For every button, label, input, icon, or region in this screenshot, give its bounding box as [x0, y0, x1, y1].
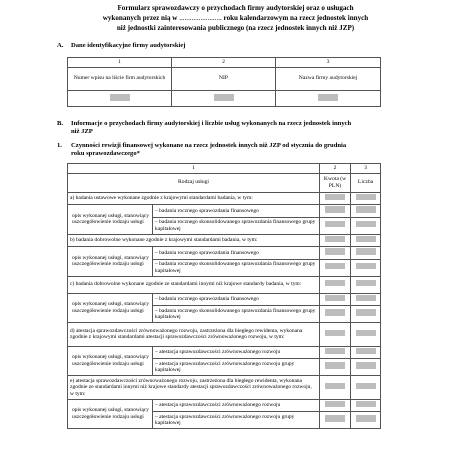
input-field[interactable] — [356, 248, 376, 255]
input-field[interactable] — [325, 295, 345, 302]
count-cell[interactable] — [351, 412, 381, 429]
identification-table — [67, 57, 381, 107]
count-cell[interactable] — [351, 346, 381, 359]
title-line-2 — [57, 13, 414, 23]
service-block-main: a) badania ustawowe wykonane zgodnie z krajowymi standardami badania, w tym: — [68, 192, 320, 205]
section-a-label: Dane identyfikacyjne firmy audytorskiej — [71, 42, 186, 49]
count-cell[interactable] — [351, 205, 381, 218]
count-cell[interactable] — [351, 359, 381, 376]
section-1-label-line-2: roku sprawozdawczego* — [71, 150, 140, 157]
service-blocks — [68, 192, 381, 429]
service-subtype: – atestacja sprawozdawczości zrównoważonego rozwoju grupy kapitałowej — [153, 359, 320, 376]
section-b-label-line-2: niż JZP — [71, 128, 93, 135]
service-description-label: opis wykonanej usługi, stanowiący uszczegółowienie rodzaju usługi — [68, 205, 153, 235]
section-b-mark: B. — [57, 119, 64, 127]
header-registry-number: Numer wpisu na liście firm audytorskich — [68, 67, 172, 90]
service-subtype: – badania rocznego skonsolidowanego sprawozdania finansowego grupy kapitałowej — [153, 259, 320, 276]
input-field[interactable] — [325, 263, 345, 270]
audit-services-table — [67, 163, 381, 430]
service-block-main: e) atestacja sprawozdawczości zrównoważonego rozwoju, zastrzeżona dla biegłego rewidenta, wykonana zgodnie ze standardami innymi niż krajowe standardy atestacji sprawozdawczości zrównoważonego rozwoju, w tym: — [68, 376, 320, 400]
header-firm-name: Nazwa firmy audytorskiej — [276, 67, 381, 90]
input-field[interactable] — [325, 383, 345, 390]
amount-cell[interactable] — [320, 205, 351, 218]
section-1-heading — [57, 142, 414, 159]
section-a-mark: A. — [57, 42, 64, 49]
amount-cell[interactable] — [320, 217, 351, 234]
count-cell[interactable] — [351, 247, 381, 260]
count-cell[interactable] — [351, 259, 381, 276]
registry-number-cell[interactable] — [68, 90, 172, 106]
service-subtype: – badania rocznego sprawozdania finansowego — [153, 205, 320, 218]
amount-cell[interactable] — [320, 359, 351, 376]
col-number-count: 3 — [351, 163, 381, 173]
input-field[interactable] — [356, 295, 376, 302]
input-field[interactable] — [356, 236, 376, 243]
form-title — [57, 3, 414, 33]
input-field[interactable] — [356, 415, 376, 422]
service-block-main: b) badania dobrowolne wykonane zgodnie z krajowymi standardami badania, w tym: — [68, 234, 320, 247]
service-subtype: – atestacja sprawozdawczości zrównoważonego rozwoju — [153, 346, 320, 359]
nip-cell[interactable] — [172, 90, 276, 106]
input-field[interactable] — [325, 280, 345, 287]
amount-cell[interactable] — [320, 192, 351, 205]
section-b-label-line-1: Informacje o przychodach firmy audytorskiej i liczbie usług wykonanych na rzecz jednostek innych — [71, 119, 352, 127]
col-number-amount: 2 — [320, 163, 351, 173]
input-field[interactable] — [356, 401, 376, 408]
input-field[interactable] — [325, 348, 345, 355]
count-cell[interactable] — [351, 234, 381, 247]
count-cell[interactable] — [351, 276, 381, 293]
input-field[interactable] — [356, 263, 376, 270]
count-cell[interactable] — [351, 306, 381, 323]
col-number-1: 1 — [68, 57, 172, 67]
section-a-heading — [57, 42, 414, 51]
title-line-2-after: roku kalendarzowym na rzecz jednostek innych — [223, 14, 369, 22]
input-field[interactable] — [356, 348, 376, 355]
title-line-2-before: wykonanych przez nią w — [102, 14, 178, 22]
service-subtype: – badania rocznego sprawozdania finansowego — [153, 293, 320, 306]
input-field[interactable] — [356, 280, 376, 287]
service-description-label: opis wykonanej usługi, stanowiący uszczegółowienie rodzaju usługi — [68, 346, 153, 376]
amount-cell[interactable] — [320, 399, 351, 412]
title-line-3: niż jednostki zainteresowania publicznego (na rzecz jednostek innych niż JZP) — [116, 24, 355, 32]
input-field[interactable] — [356, 362, 376, 369]
amount-cell[interactable] — [320, 323, 351, 347]
col-number-2: 2 — [172, 57, 276, 67]
amount-cell[interactable] — [320, 234, 351, 247]
service-block-main: c) badania dobrowolne wykonane zgodnie ze standardami innymi niż krajowe standardy badania, w tym: — [68, 276, 320, 293]
count-cell[interactable] — [351, 399, 381, 412]
header-service-type: Rodzaj usługi — [68, 173, 320, 192]
input-field[interactable] — [325, 309, 345, 316]
count-cell[interactable] — [351, 323, 381, 347]
input-field[interactable] — [356, 206, 376, 213]
service-description-label: opis wykonanej usługi, stanowiący uszczegółowienie rodzaju usługi — [68, 247, 153, 277]
service-subtype: – badania rocznego skonsolidowanego sprawozdania finansowego grupy kapitałowej — [153, 217, 320, 234]
col-number-3: 3 — [276, 57, 381, 67]
header-amount: Kwota (w PLN) — [320, 173, 351, 192]
input-field[interactable] — [325, 362, 345, 369]
service-subtype: – atestacja sprawozdawczości zrównoważonego rozwoju — [153, 399, 320, 412]
count-cell[interactable] — [351, 192, 381, 205]
service-subtype: – badania rocznego sprawozdania finansowego — [153, 247, 320, 260]
title-line-1: Formularz sprawozdawczy o przychodach firmy audytorskiej oraz o usługach — [117, 4, 354, 12]
input-field[interactable] — [325, 415, 345, 422]
year-blank[interactable]: ........................ — [179, 14, 222, 22]
count-cell[interactable] — [351, 376, 381, 400]
service-subtype: – atestacja sprawozdawczości zrównoważonego rozwoju grupy kapitałowej — [153, 412, 320, 429]
amount-cell[interactable] — [320, 293, 351, 306]
input-field[interactable] — [325, 221, 345, 228]
col-number-services: 1 — [68, 163, 320, 173]
count-cell[interactable] — [351, 293, 381, 306]
section-1-mark: 1. — [57, 141, 62, 149]
amount-cell[interactable] — [320, 259, 351, 276]
section-b-heading — [57, 120, 414, 137]
service-block-main: d) atestacja sprawozdawczości zrównoważonego rozwoju, zastrzeżona dla biegłego rewidenta, wykonana zgodnie z krajowymi standardami atestacji sprawozdawczości zrównoważonego rozwoju, w tym: — [68, 323, 320, 347]
header-nip: NIP — [172, 67, 276, 90]
service-description-label: opis wykonanej usługi, stanowiący uszczegółowienie rodzaju usługi — [68, 399, 153, 429]
amount-cell[interactable] — [320, 376, 351, 400]
input-field[interactable] — [325, 206, 345, 213]
input-field[interactable] — [356, 194, 376, 201]
amount-cell[interactable] — [320, 412, 351, 429]
amount-cell[interactable] — [320, 247, 351, 260]
amount-cell[interactable] — [320, 276, 351, 293]
input-field[interactable] — [325, 194, 345, 201]
input-field[interactable] — [325, 330, 345, 337]
amount-cell[interactable] — [320, 306, 351, 323]
service-description-label: opis wykonanej usługi, stanowiący uszczegółowienie rodzaju usługi — [68, 293, 153, 323]
header-count: Liczba — [351, 173, 381, 192]
amount-cell[interactable] — [320, 346, 351, 359]
input-field[interactable] — [325, 401, 345, 408]
input-field[interactable] — [356, 330, 376, 337]
input-field[interactable] — [325, 236, 345, 243]
input-field[interactable] — [356, 383, 376, 390]
section-1-label-line-1: Czynności rewizji finansowej wykonane na rzecz jednostek innych niż JZP od stycznia do grudnia — [71, 141, 347, 149]
count-cell[interactable] — [351, 217, 381, 234]
input-field[interactable] — [325, 248, 345, 255]
input-field[interactable] — [356, 309, 376, 316]
input-field[interactable] — [356, 221, 376, 228]
service-subtype: – badania rocznego skonsolidowanego sprawozdania finansowego grupy kapitałowej — [153, 306, 320, 323]
firm-name-cell[interactable] — [276, 90, 381, 106]
